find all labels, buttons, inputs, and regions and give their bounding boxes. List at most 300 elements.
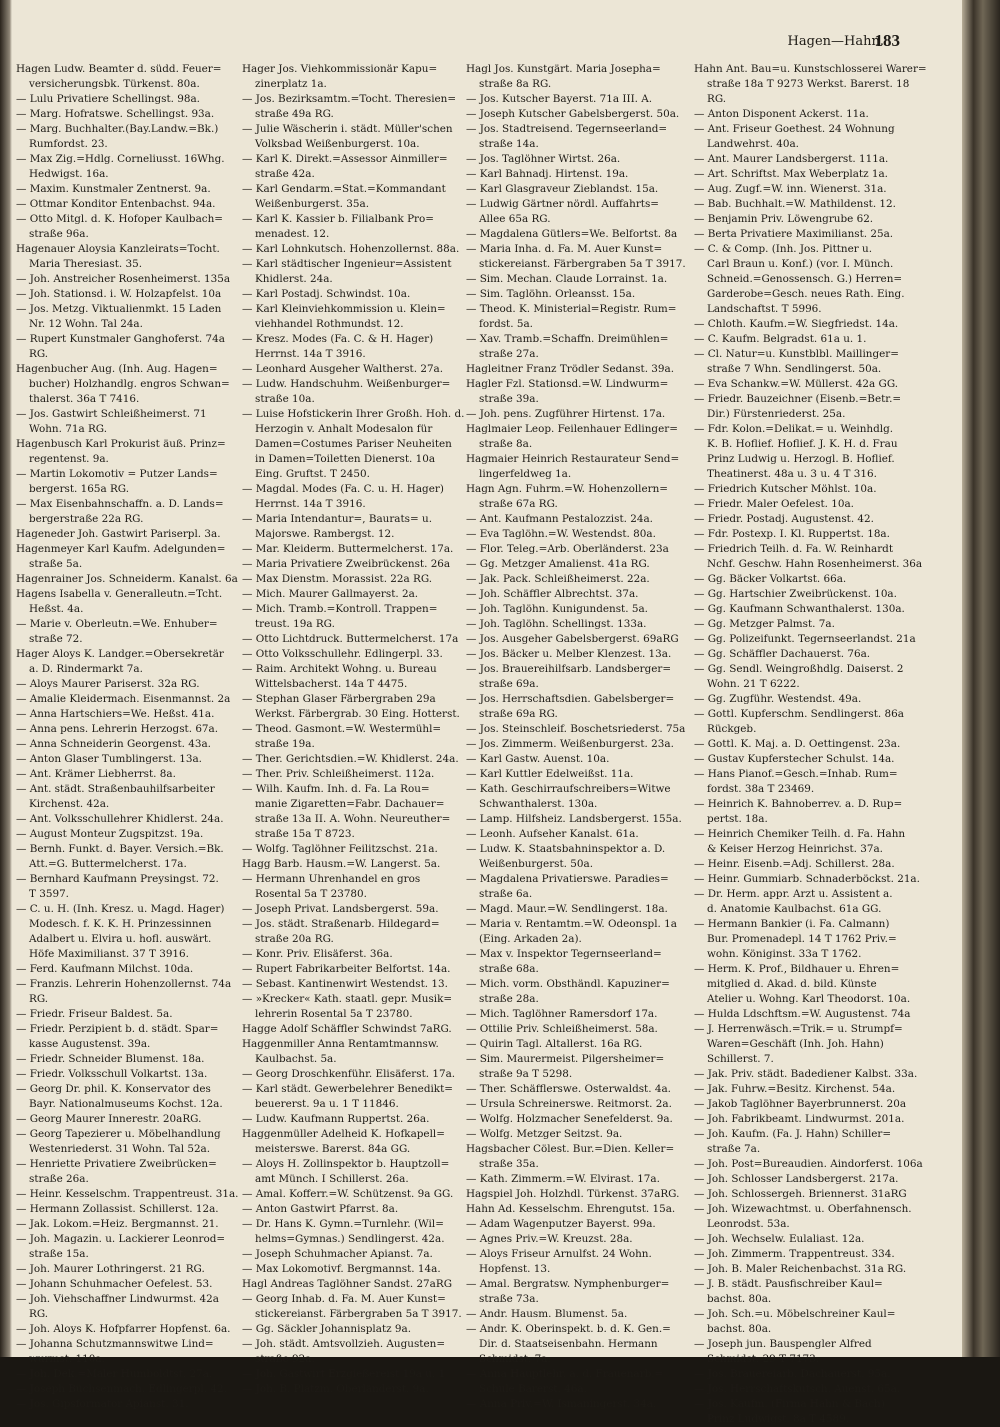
entry-line: — Gg. Kaufmann Schwanthalerst. 130a. (694, 603, 905, 615)
entry-line: straße 26a. (29, 1173, 89, 1185)
directory-entry (242, 182, 460, 212)
entry-line: — Maria Inha. d. Fa. M. Auer Kunst= (466, 243, 663, 255)
entry-line: — Gottl. K. Maj. a. D. Oettingenst. 23a. (694, 738, 901, 750)
entry-line: menadest. 12. (255, 228, 330, 240)
entry-line: — Joh. Sch.=u. Möbelschreiner Kaul= (694, 1308, 896, 1320)
directory-entry (694, 1247, 908, 1262)
entry-line: Modesch. f. K. K. H. Prinzessinnen (29, 918, 212, 930)
entry-line: Hagspiel Joh. Holzhdl. Türkenst. 37aRG. (466, 1188, 680, 1200)
entry-line: Haggenmiller Anna Rentamtmannsw. (242, 1038, 439, 1050)
directory-entry (694, 317, 908, 332)
directory-entry (16, 962, 234, 977)
entry-line: — J. B. städt. Pausfischreiber Kaul= (694, 1278, 883, 1290)
directory-entry (16, 437, 234, 467)
entry-line: a. D. Rindermarkt 7a. (29, 663, 143, 675)
directory-entry (242, 1127, 460, 1157)
entry-line: Hagg Barb. Hausm.=W. Langerst. 5a. (242, 858, 441, 870)
directory-entry (694, 737, 908, 752)
entry-line: Hedwigst. 16a. (29, 168, 109, 180)
entry-line: — Amal. Bergratsw. Nymphenburger= (466, 1278, 670, 1290)
directory-entry (16, 1127, 234, 1157)
entry-line: Damen=Costumes Pariser Neuheiten (255, 438, 452, 450)
entry-line: K. B. Hoflief. Hoflief. J. K. H. d. Frau (707, 438, 898, 450)
entry-line: — Karl Bahnadj. Hirtenst. 19a. (466, 168, 629, 180)
directory-entry (242, 587, 460, 602)
directory-entry (466, 1277, 688, 1307)
entry-line: — Magdal. Modes (Fa. C. u. H. Hager) (242, 483, 444, 495)
entry-line: — Otto Volksschullehr. Edlingerpl. 33. (242, 648, 443, 660)
directory-entry (694, 527, 908, 542)
directory-entry (16, 1322, 234, 1337)
entry-line: — Lamp. Hilfsheiz. Landsbergerst. 155a. (466, 813, 682, 825)
entry-line: — Gg. Bäcker Volkartst. 66a. (694, 573, 847, 585)
directory-entry (466, 662, 688, 692)
directory-entry (16, 1112, 234, 1127)
entry-line: — Mich. Taglöhner Ramersdorf 17a. (466, 1008, 658, 1020)
entry-line: — Andr. Hausm. Blumenst. 5a. (466, 1308, 628, 1320)
entry-line: — Anton Glaser Tumblingerst. 13a. (16, 753, 202, 765)
entry-line: — Henriette Privatiere Zweibrücken= (16, 1158, 217, 1170)
directory-entry (16, 1187, 239, 1202)
entry-line: — Joseph jun. Bauspengler Alfred (694, 1338, 872, 1350)
directory-entry (242, 287, 460, 302)
directory-entry (466, 1097, 688, 1112)
directory-entry (694, 1172, 908, 1187)
directory-entry (694, 1202, 912, 1232)
entry-line: — Jakob Taglöhner Bayerbrunnerst. 20a (694, 1098, 907, 1110)
entry-line: — Anna Hauptlehr. a. d. Frauenarb.= (466, 1368, 664, 1380)
entry-line: — C. u. H. (Inh. Kresz. u. Magd. Hager) (16, 903, 225, 915)
entry-line: T 3597. (29, 888, 69, 900)
directory-entry (694, 1262, 908, 1277)
directory-entry (694, 1397, 908, 1427)
entry-line: — Ottilie Priv. Schleißheimerst. 58a. (466, 1023, 658, 1035)
entry-line: — Joh. Schäffler Albrechtst. 37a. (466, 588, 639, 600)
entry-line: — Jos. Bezirksamtm.=Tocht. Theresien= (242, 93, 457, 105)
entry-line: Schneid.=Genossensch. G.) Herren= (707, 273, 903, 285)
entry-line: — Konr. Priv. Elisäferst. 36a. (242, 948, 393, 960)
directory-entry (694, 602, 908, 617)
directory-entry (466, 122, 688, 152)
directory-entry (16, 497, 234, 527)
entry-line: lingerfeldweg 1a. (479, 468, 572, 480)
entry-line: Hager Jos. Viehkommissionär Kapu= (242, 63, 438, 75)
entry-line: — Anna Hartschiers=We. Heßst. 41a. (16, 708, 215, 720)
directory-entry (466, 1022, 688, 1037)
directory-entry (16, 1052, 234, 1067)
directory-entry (16, 737, 234, 752)
directory-entry (694, 152, 908, 167)
directory-entry (694, 122, 908, 152)
directory-entry (16, 617, 234, 647)
entry-line: — Ferd. Kaufmann Milchst. 10da. (16, 963, 194, 975)
directory-entry (242, 1187, 460, 1202)
entry-line: — Max Zig.=Hdlg. Corneliusst. 16Whg. (16, 153, 225, 165)
entry-line: — Joh. pens. Zugführer Hirtenst. 17a. (466, 408, 666, 420)
entry-line: — Joseph Kutscher Gabelsbergerst. 50a. (466, 108, 680, 120)
entry-line: Maria Theresiast. 35. (29, 258, 142, 270)
directory-entry (694, 1367, 908, 1382)
entry-line: — Max Dienstm. Morassist. 22a RG. (242, 573, 433, 585)
directory-entry (466, 302, 688, 332)
entry-line: — Ant. Volksschullehrer Khidlerst. 24a. (16, 813, 224, 825)
entry-line: Kirchenst. 42a. (29, 798, 110, 810)
directory-column-3 (466, 62, 688, 1412)
entry-line: RG. (707, 93, 727, 105)
directory-entry (694, 1112, 908, 1127)
entry-line: — Jos. Kaufm. (Firma Hahn & Bach) (694, 1398, 885, 1410)
directory-entry (694, 1127, 908, 1157)
entry-line: — Jos. Zimmerm. Weißenburgerst. 23a. (466, 738, 674, 750)
entry-line: Westenriederst. 31 Wohn. Tal 52a. (29, 1143, 211, 1155)
entry-line: — Ottmar Konditor Entenbachst. 94a. (16, 198, 216, 210)
directory-entry (16, 1217, 234, 1232)
entry-line: Hagen Ludw. Beamter d. südd. Feuer= (16, 63, 222, 75)
running-head (0, 30, 956, 54)
directory-entry (16, 1157, 234, 1187)
directory-entry (16, 572, 238, 587)
entry-line: — Joh. Anstreicher Rosenheimerst. 135a (16, 273, 231, 285)
entry-line: — Jos. Herrschaftsdien. Gabelsberger= (466, 693, 675, 705)
entry-line: — Georg Dr. phil. K. Konservator des (16, 1083, 211, 1095)
directory-entry (694, 872, 920, 887)
entry-line: Majorswe. Rambergst. 12. (255, 528, 395, 540)
entry-line: — Joh. Stationsd. i. W. Holzapfelst. 10a (16, 288, 222, 300)
entry-line: Prinz Ludwig u. Herzogl. B. Hoflief. (707, 453, 895, 465)
directory-entry (242, 1292, 460, 1322)
entry-line: — Joh. B. Platzm. Oberländerst. 9a. (242, 1383, 429, 1395)
entry-line: — Gustav Kupferstecher Schulst. 14a. (694, 753, 895, 765)
entry-line: — Karl Postadj. Schwindst. 10a. (242, 288, 411, 300)
entry-line: — Max Lokomotivf. Bergmannst. 14a. (242, 1263, 441, 1275)
directory-entry (16, 1382, 234, 1397)
entry-line: — Ant. Kaufmann Pestalozzist. 24a. (466, 513, 653, 525)
directory-entry (466, 827, 688, 842)
directory-entry (242, 1067, 460, 1082)
entry-line: Schmidst. 7a. (479, 1353, 551, 1365)
entry-line: — Joh. Wechselw. Eulaliast. 12a. (694, 1233, 865, 1245)
directory-entry (242, 557, 460, 572)
entry-line: pertst. 18a. (707, 813, 768, 825)
directory-entry (694, 1157, 923, 1172)
entry-line: — Maria Intendantur=, Baurats= u. (242, 513, 433, 525)
entry-line: — Friedr. Friseur Baldest. 5a. (16, 1008, 173, 1020)
entry-line: — Xav. Tramb.=Schaffn. Dreimühlen= (466, 333, 669, 345)
entry-line: — Kresz. Modes (Fa. C. & H. Hager) (242, 333, 434, 345)
directory-entry (16, 302, 234, 332)
directory-entry (694, 1187, 908, 1202)
entry-line: — Otto Mitgl. d. K. Hofoper Kaulbach= (16, 213, 223, 225)
directory-entry (466, 1397, 688, 1412)
directory-entry (694, 827, 908, 857)
entry-line: Nchf. Geschw. Hahn Rosenheimerst. 36a (707, 558, 923, 570)
entry-line: Hagmaier Heinrich Restaurateur Send= (466, 453, 680, 465)
entry-line: Landwehrst. 40a. (707, 138, 799, 150)
directory-entry (242, 377, 460, 407)
directory-entry (694, 587, 908, 602)
entry-line: Adalbert u. Elvira u. hofl. auswärt. (29, 933, 212, 945)
entry-line: — Ludw. Handschuhm. Weißenburger= (242, 378, 451, 390)
entry-line: Hagn Agn. Fuhrm.=W. Hohenzollern= (466, 483, 668, 495)
directory-entry (16, 977, 234, 1007)
entry-line: — Gg. Zugführ. Westendst. 49a. (694, 693, 862, 705)
directory-entry (694, 617, 908, 632)
directory-entry (466, 1112, 688, 1127)
entry-line: — Gg. Metzger Palmst. 7a. (694, 618, 835, 630)
entry-line: — Georg Maurer Innerestr. 20aRG. (16, 1113, 202, 1125)
directory-entry (16, 1022, 234, 1052)
directory-entry (694, 887, 908, 917)
directory-entry (466, 1187, 688, 1202)
entry-line: straße 92a. (255, 1353, 315, 1365)
entry-line: — Ther. Gerichtsdien.=W. Khidlerst. 24a. (242, 753, 459, 765)
directory-entry (242, 512, 460, 542)
directory-entry (242, 782, 460, 842)
directory-entry (242, 662, 460, 692)
entry-line: — Karl Kleinviehkommission u. Klein= (242, 303, 446, 315)
directory-entry (16, 1337, 234, 1367)
entry-line: — Leonh. Aufseher Kanalst. 61a. (466, 828, 639, 840)
entry-line: — August Monteur Zugspitzst. 19a. (16, 828, 204, 840)
entry-line: — Ludw. K. Staatsbahninspektor a. D. (466, 843, 666, 855)
running-head-title: Hagen—Hahn. (787, 34, 884, 49)
directory-entry (466, 92, 688, 107)
entry-line: straße 96a. (29, 228, 89, 240)
entry-line: — Anna Schneiderin Georgenst. 43a. (16, 738, 211, 750)
entry-line: — Karl städt. Gewerbelehrer Benedikt= (242, 1083, 453, 1095)
entry-line: RG. (29, 1308, 49, 1320)
directory-entry (466, 632, 688, 647)
entry-line: — Ludw. Kaufmann Ruppertst. 26a. (242, 1113, 430, 1125)
entry-line: — Rupert Kunstmaler Ganghoferst. 74a (16, 333, 225, 345)
entry-line: Schwanthalerst. 130a. (479, 798, 598, 810)
directory-entry (466, 767, 688, 782)
entry-line: — Joh. Schlosser Landsbergerst. 217a. (694, 1173, 899, 1185)
entry-line: straße 68a. (479, 963, 539, 975)
directory-entry (466, 917, 688, 947)
entry-line: — Ant. Krämer Liebherrst. 8a. (16, 768, 176, 780)
entry-line: fordst. 5a. (479, 318, 533, 330)
entry-line: — Sim. Maurermeist. Pilgersheimer= (466, 1053, 665, 1065)
entry-line: — Jak. Pack. Schleißheimerst. 22a. (466, 573, 650, 585)
entry-line: — Jak. Lokom.=Heiz. Bergmannst. 21. (16, 1218, 219, 1230)
entry-line: — Jak. Priv. städt. Badediener Kalbst. 33a. (694, 1068, 918, 1080)
entry-line: — Mich. vorm. Obsthändl. Kapuziner= (466, 978, 670, 990)
entry-line: — Georg Droschkenführ. Elisäferst. 17a. (242, 1068, 456, 1080)
entry-line: — Joseph Schuhmacher Apianst. 7a. (242, 1248, 433, 1260)
directory-entry (16, 197, 234, 212)
directory-entry (466, 1052, 688, 1082)
entry-line: Hagenbusch Karl Prokurist äuß. Prinz= (16, 438, 226, 450)
directory-entry (16, 767, 234, 782)
directory-entry (16, 542, 234, 572)
directory-entry (694, 242, 908, 317)
entry-line: Hagge Adolf Schäffler Schwindst 7aRG. (242, 1023, 452, 1035)
directory-entry (694, 482, 908, 497)
entry-line: Dir.) Fürstenriederst. 25a. (707, 408, 846, 420)
directory-entry (242, 842, 460, 857)
entry-line: Rosental 5a T 23780. (255, 888, 367, 900)
entry-line: — Kath. Geschirraufschreibers=Witwe (466, 783, 671, 795)
directory-entry (16, 707, 234, 722)
entry-line: — Gg. Säckler Johannisplatz 9a. (242, 1323, 412, 1335)
entry-line: versicherungsbk. Türkenst. 80a. (29, 78, 200, 90)
entry-line: — Joh. städt. Amtsvollzieh. Augusten= (242, 1338, 446, 1350)
directory-entry (242, 1382, 460, 1397)
directory-entry (242, 872, 460, 902)
directory-entry (242, 992, 460, 1022)
entry-line: — »Krecker« Kath. staatl. gepr. Musik= (242, 993, 453, 1005)
entry-line: — Joseph Büchsenmach. Edlingerpl. 42. (16, 1383, 227, 1395)
entry-line: — Max Eisenbahnschaffn. a. D. Lands= (16, 498, 224, 510)
entry-line: — Lulu Privatiere Schellingst. 98a. (16, 93, 200, 105)
entry-line: — Jos. Brauereiarb. Dachauerst. 95a. (694, 1368, 891, 1380)
entry-line: Wittelsbacherst. 14a T 4475. (255, 678, 408, 690)
directory-entry (466, 272, 688, 287)
entry-line: straße 8a. (479, 438, 533, 450)
directory-entry (16, 872, 234, 902)
entry-line: straße 10a. (255, 393, 315, 405)
directory-entry (16, 842, 234, 872)
entry-line: straße 20a RG. (255, 933, 334, 945)
directory-entry (242, 362, 460, 377)
directory-entry (242, 1337, 460, 1367)
directory-entry (242, 917, 460, 947)
entry-line: — Maria Privatiere Zweibrückenst. 26a (242, 558, 451, 570)
entry-line: — Hermann Zollassist. Schillerst. 12a. (16, 1203, 219, 1215)
entry-line: Landschaftst. T 5996. (707, 303, 822, 315)
entry-line: RG. (29, 348, 49, 360)
directory-entry (694, 1022, 908, 1067)
entry-line: — Anton Gastwirt Pfarrst. 8a. (242, 1203, 399, 1215)
directory-entry (466, 572, 688, 587)
entry-line: — Quirin Tagl. Altallerst. 16a RG. (466, 1038, 643, 1050)
entry-line: Theatinerst. 48a u. 3 u. 4 T 316. (707, 468, 877, 480)
entry-line: straße 7 Whn. Sendlingerst. 50a. (707, 363, 882, 375)
entry-line: — Eva Schankw.=W. Müllerst. 42a GG. (694, 378, 899, 390)
entry-line: Schillerst. 7. (707, 1053, 774, 1065)
directory-entry (242, 542, 460, 557)
entry-line: — Maria v. Rentamtm.=W. Odeonspl. 1a (466, 918, 677, 930)
entry-line: — Rupert Fabrikarbeiter Belfortst. 14a. (242, 963, 451, 975)
directory-entry (466, 692, 688, 722)
entry-line: — Julie Wäscherin i. städt. Müller'schen (242, 123, 453, 135)
entry-line: Hagleitner Franz Trödler Sedanst. 39a. (466, 363, 675, 375)
entry-line: — Magdalena Gütlers=We. Belfortst. 8a (466, 228, 678, 240)
entry-line: thalerst. 36a T 7416. (29, 393, 140, 405)
directory-entry (466, 1232, 688, 1247)
directory-entry (466, 242, 688, 272)
directory-entry (694, 332, 908, 347)
entry-line: — Karl städtischer Ingenieur=Assistent (242, 258, 452, 270)
entry-line: — Magdalena Privatierswe. Paradies= (466, 873, 669, 885)
directory-entry (242, 572, 460, 587)
entry-line: straße 15a T 8723. (255, 828, 355, 840)
directory-entry (694, 632, 916, 647)
entry-line: straße 72. (29, 633, 83, 645)
directory-entry (466, 617, 688, 632)
directory-entry (242, 857, 460, 872)
entry-line: Hahn Ad. Kesselschm. Ehrengutst. 15a. (466, 1203, 676, 1215)
entry-line: Herzogin v. Anhalt Modesalon für (255, 423, 433, 435)
entry-line: — Adam Wagenputzer Bayerst. 99a. (466, 1218, 656, 1230)
directory-entry (694, 182, 908, 197)
directory-entry (694, 1097, 908, 1112)
entry-line: straße 15a. (29, 1248, 89, 1260)
entry-line: — Andr. K. Oberinspekt. b. d. K. Gen.= (466, 1323, 671, 1335)
entry-line: Allee 65a RG. (479, 213, 551, 225)
entry-line: — Ant. städt. Straßenbauhilfsarbeiter (16, 783, 215, 795)
entry-line: — Max v. Inspektor Tegernseerland= (466, 948, 662, 960)
entry-line: viehhandel Rothmundst. 12. (255, 318, 404, 330)
directory-entry (694, 422, 908, 482)
entry-line: d. Anatomie Kaulbachst. 61a GG. (707, 903, 882, 915)
entry-line: Eing. Gruftst. T 2450. (255, 468, 370, 480)
entry-line: — Chloth. Kaufm.=W. Siegfriedst. 14a. (694, 318, 899, 330)
entry-line: — Joh. Kaufm. (Fa. J. Hahn) Schiller= (694, 1128, 892, 1140)
page-number: 183 (874, 31, 900, 50)
directory-entry (242, 632, 460, 647)
directory-entry (694, 377, 908, 392)
directory-column-4 (694, 62, 927, 1427)
entry-line: straße 19a. (255, 738, 315, 750)
directory-entry (16, 812, 234, 827)
directory-entry (16, 92, 234, 107)
directory-entry (694, 917, 908, 962)
directory-entry (16, 182, 234, 197)
directory-entry (466, 1322, 688, 1367)
directory-entry (242, 122, 460, 152)
entry-line: — Franzis. Lehrerin Hohenzollernst. 74a (16, 978, 232, 990)
entry-line: — Fdr. Postexp. I. Kl. Ruppertst. 18a. (694, 528, 890, 540)
directory-entry (466, 1127, 688, 1142)
entry-line: — Friedr. Postadj. Augustenst. 42. (694, 513, 874, 525)
entry-line: Rückgeb. (707, 723, 757, 735)
entry-line: Hahn Ant. Bau=u. Kunstschlosserei Warer= (694, 63, 927, 75)
directory-entry (242, 302, 460, 332)
directory-entry (466, 62, 688, 92)
entry-line: Bayr. Nationalmuseums Kochst. 12a. (29, 1098, 223, 1110)
entry-line: Herrnst. 14a T 3916. (255, 498, 366, 510)
entry-line: Höfe Maximilianst. 37 T 3916. (29, 948, 189, 960)
entry-line: — Joh. Magazin. u. Lackierer Leonrod= (16, 1233, 226, 1245)
entry-line: — Ant. Maurer Landsbergerst. 111a. (694, 153, 889, 165)
entry-line: — Martin Lokomotiv = Putzer Lands= (16, 468, 218, 480)
entry-line: — Ludwig Gärtner nördl. Auffahrts= (466, 198, 659, 210)
directory-entry (16, 1262, 234, 1277)
directory-entry (466, 167, 688, 182)
entry-line: straße 5a. (29, 558, 83, 570)
directory-entry (16, 1367, 234, 1382)
entry-line: fordst. 38a T 23469. (707, 783, 815, 795)
entry-line: RG. (29, 993, 49, 1005)
entry-line: Hagsbacher Cölest. Bur.=Dien. Keller= (466, 1143, 675, 1155)
directory-entry (16, 752, 234, 767)
entry-line: — Gottl. Kupferschm. Sendlingerst. 86a (694, 708, 904, 720)
entry-line: Waren=Geschäft (Inh. Joh. Hahn) (707, 1038, 884, 1050)
entry-line: Nr. 12 Wohn. Tal 24a. (29, 318, 143, 330)
directory-entry (694, 1337, 908, 1367)
directory-entry (16, 647, 234, 677)
directory-entry (242, 962, 460, 977)
entry-line: — Friedr. Schneider Blumenst. 18a. (16, 1053, 205, 1065)
entry-line: amt Münch. I Schillerst. 26a. (255, 1173, 409, 1185)
entry-line: — Sim. Mechan. Claude Lorrainst. 1a. (466, 273, 668, 285)
entry-line: — Joh. Maurer Lothringerst. 21 RG. (16, 1263, 205, 1275)
directory-entry (466, 1007, 688, 1022)
directory-entry (16, 587, 234, 617)
entry-line: — Karl Glasgraveur Zieblandst. 15a. (466, 183, 659, 195)
